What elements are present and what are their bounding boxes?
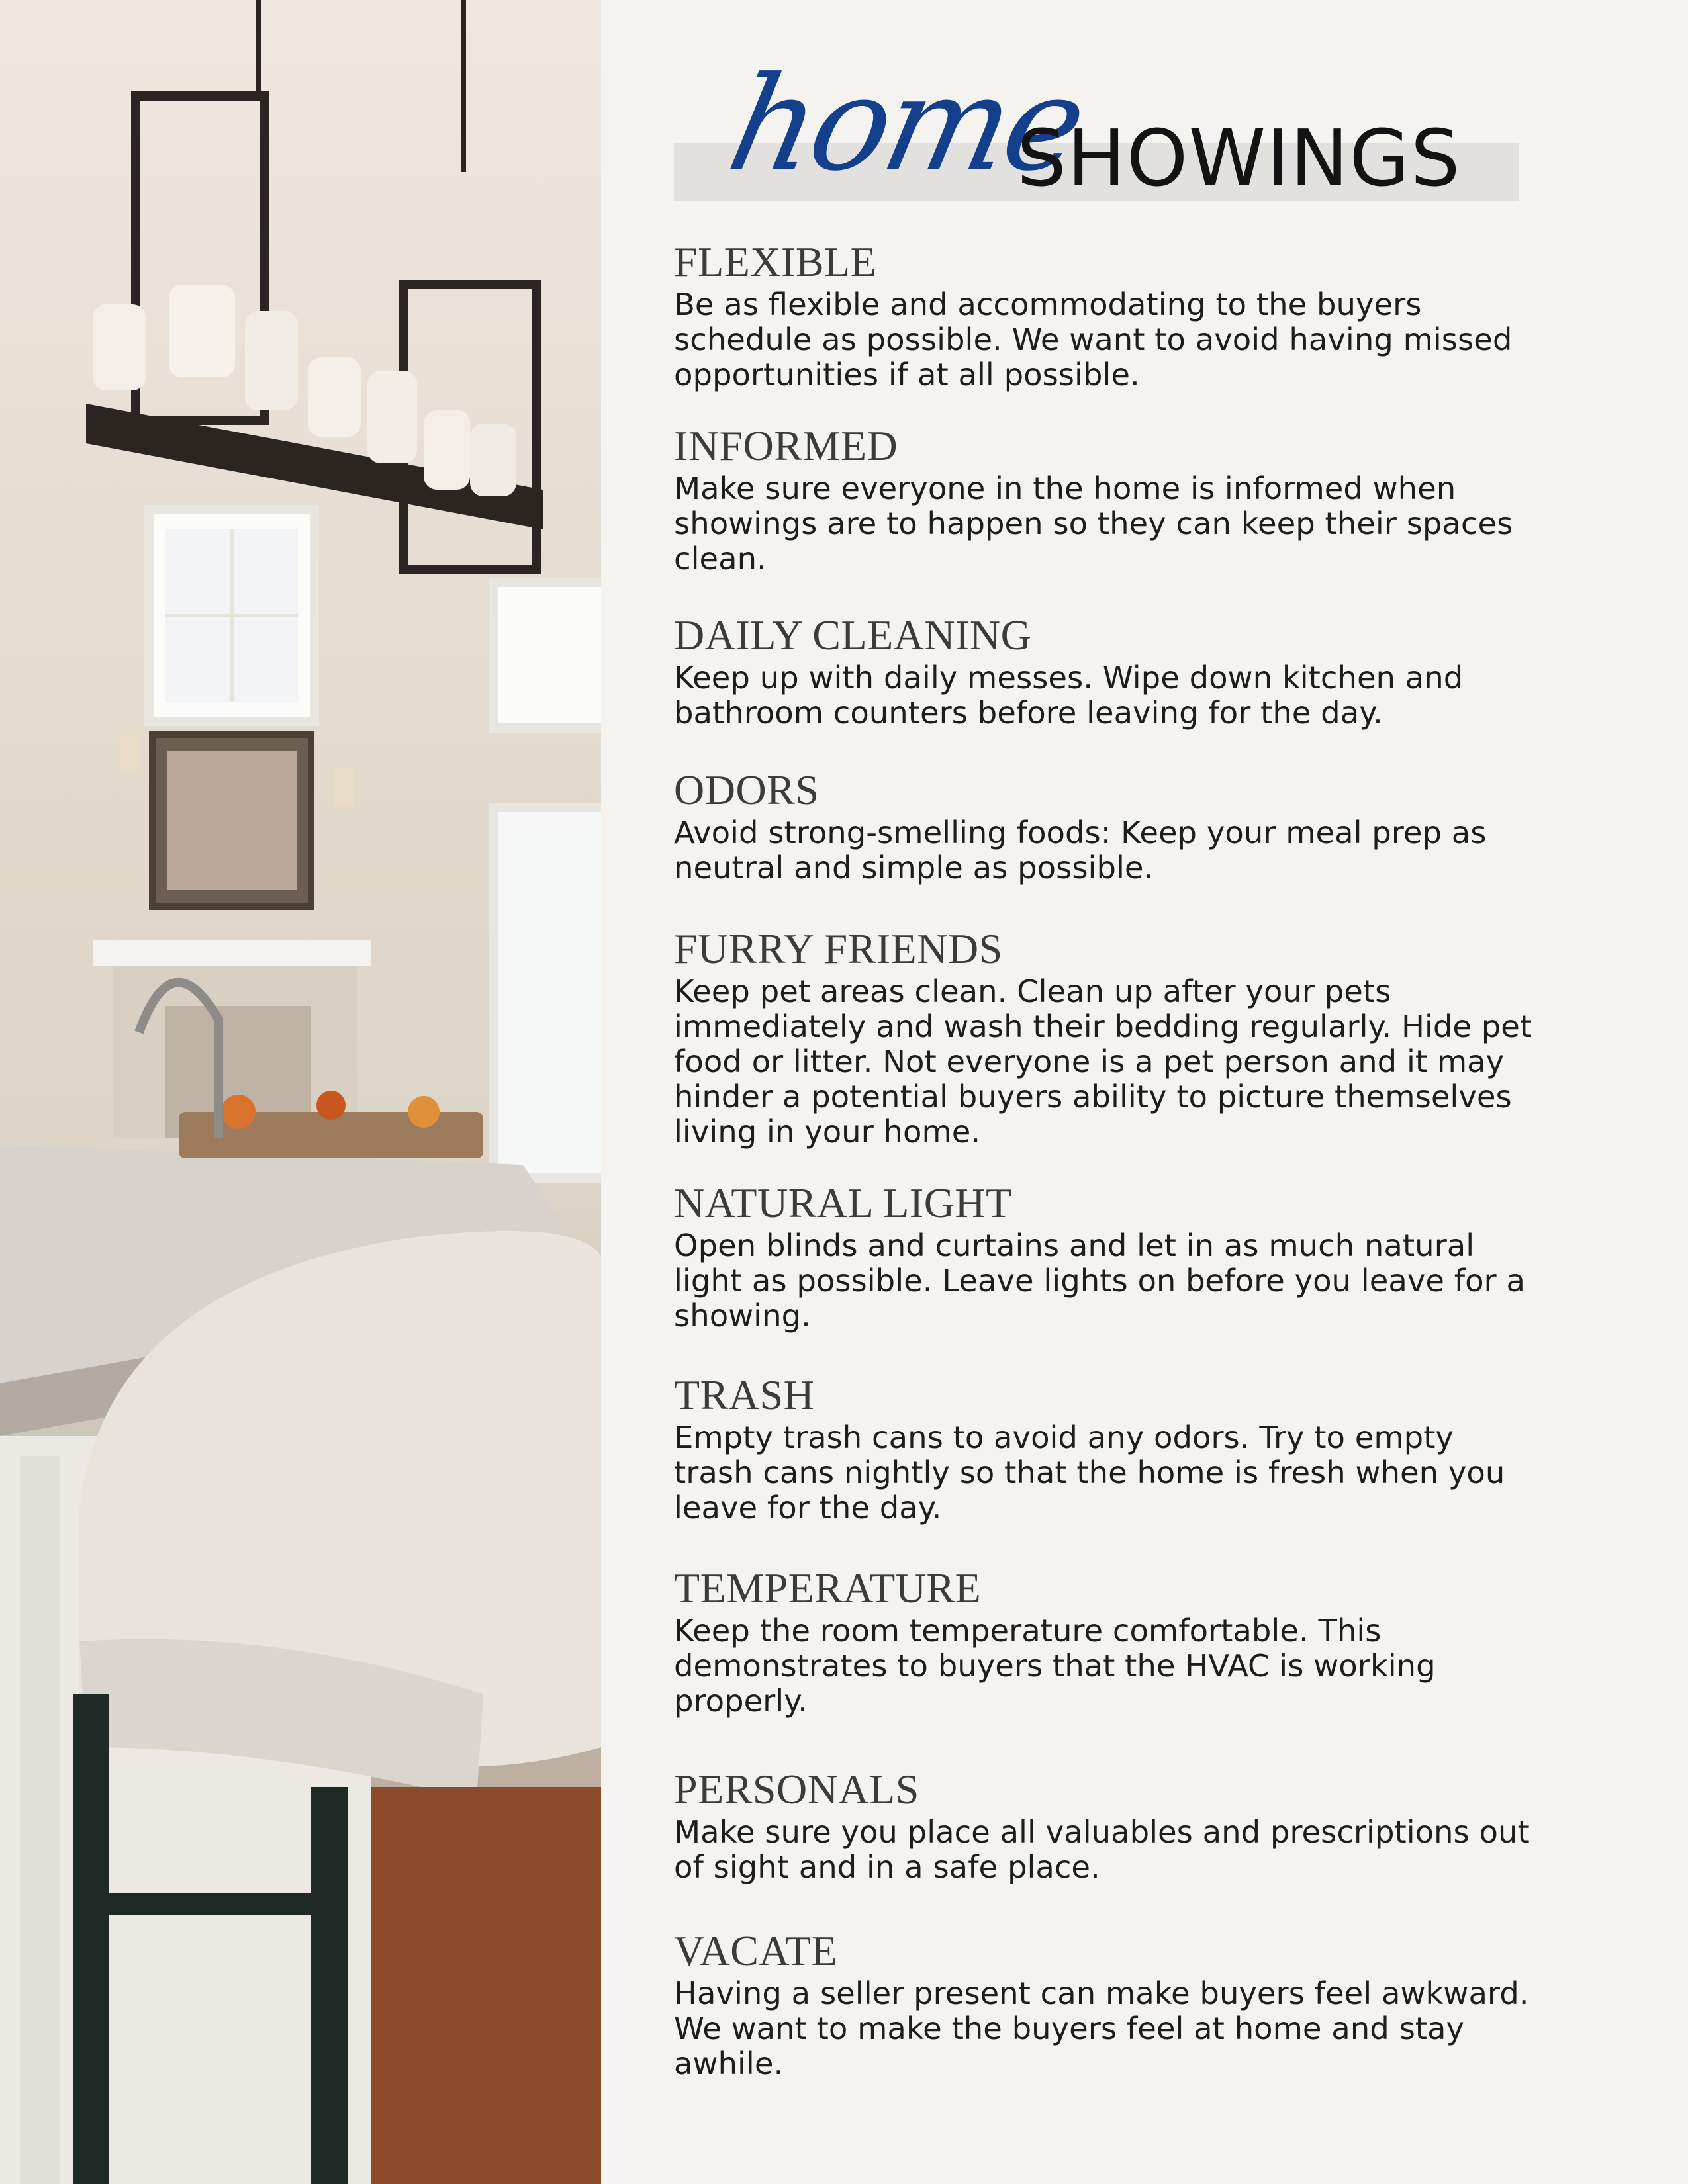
title-script: home <box>717 49 1096 200</box>
section-heading: INFORMED <box>674 422 898 469</box>
section-daily-cleaning <box>674 612 1534 731</box>
section-body: Keep up with daily messes. Wipe down kitchen and bathroom counters before leaving for the day. <box>674 660 1464 731</box>
section-heading: TRASH <box>674 1371 815 1418</box>
section-natural-light <box>674 1179 1534 1334</box>
section-heading: NATURAL LIGHT <box>674 1179 1012 1226</box>
section-body: Open blinds and curtains and let in as much natural light as possible. Leave lights on before you leave for a showing. <box>674 1228 1525 1334</box>
page-title: SHOWINGS <box>1017 113 1461 204</box>
section-body: Be as flexible and accommodating to the buyers schedule as possible. We want to avoid having missed opportunities if at all possible. <box>674 287 1513 392</box>
kitchen-photo <box>0 0 601 2184</box>
section-heading: DAILY CLEANING <box>674 612 1032 659</box>
section-odors <box>674 766 1534 886</box>
section-heading: PERSONALS <box>674 1766 919 1813</box>
section-body: Avoid strong-smelling foods: Keep your meal prep as neutral and simple as possible. <box>674 815 1487 886</box>
section-heading: ODORS <box>674 766 820 813</box>
section-informed <box>674 422 1534 576</box>
section-body: Make sure you place all valuables and prescriptions out of sight and in a safe place. <box>674 1814 1530 1885</box>
section-heading: TEMPERATURE <box>674 1565 982 1612</box>
section-trash <box>674 1371 1534 1525</box>
section-personals <box>674 1766 1534 1885</box>
kitchen-illustration <box>0 0 601 2184</box>
section-heading: FURRY FRIENDS <box>674 925 1003 972</box>
section-heading: FLEXIBLE <box>674 238 877 285</box>
section-furry-friends <box>674 925 1534 1150</box>
section-temperature <box>674 1565 1534 1719</box>
section-body: Empty trash cans to avoid any odors. Try to empty trash cans nightly so that the home is fresh when you leave for the day. <box>674 1420 1505 1525</box>
section-flexible <box>674 238 1534 392</box>
section-body: Keep the room temperature comfortable. This demonstrates to buyers that the HVAC is working properly. <box>674 1613 1436 1719</box>
section-body: Having a seller present can make buyers feel awkward. We want to make the buyers feel at home and stay awhile. <box>674 1976 1529 2081</box>
section-vacate <box>674 1927 1534 2081</box>
section-body: Make sure everyone in the home is informed when showings are to happen so they can keep their spaces clean. <box>674 471 1513 576</box>
section-heading: VACATE <box>674 1927 838 1974</box>
section-body: Keep pet areas clean. Clean up after your pets immediately and wash their bedding regularly. Hide pet food or litter. Not everyone is a pet person and it may hinder a potential buyers ability to picture themselves living in your home. <box>674 974 1532 1150</box>
